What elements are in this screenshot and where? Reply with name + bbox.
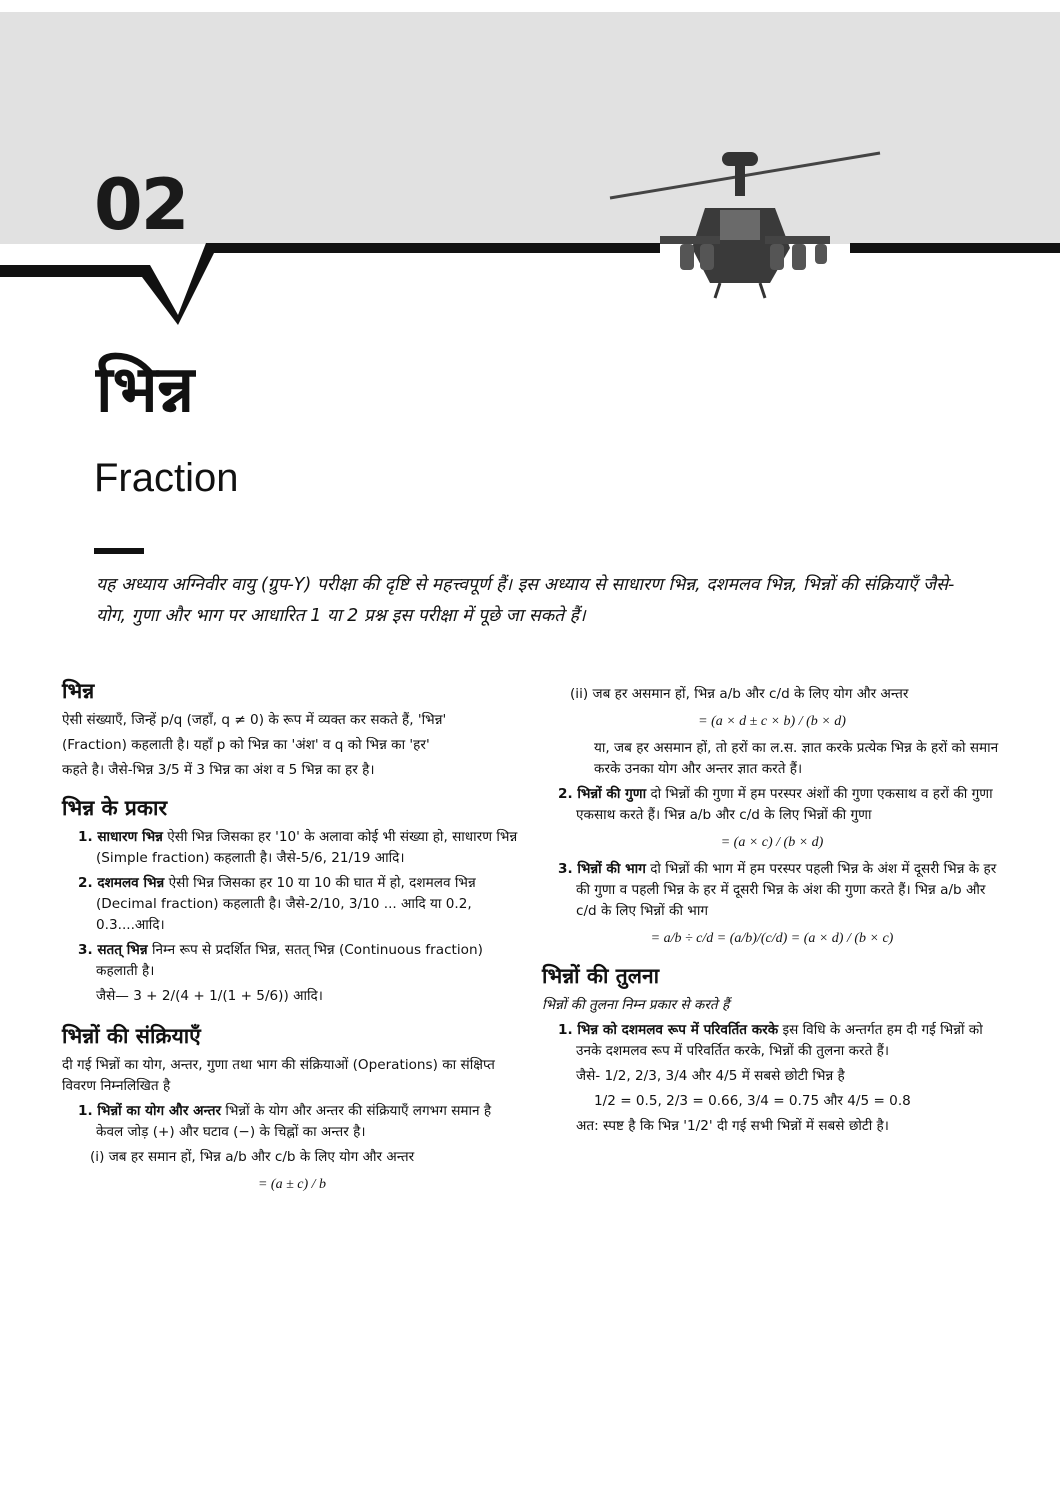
formula-multiplication: = (a × c) / (b × d): [720, 835, 824, 850]
operation-division: [558, 859, 1002, 922]
comparison-intro: भिन्नों की तुलना निम्न प्रकार से करते हैं: [542, 997, 730, 1013]
type-text: ऐसी भिन्न जिसका हर 10 या 10 की घात में हो, दशमलव भिन्न (Decimal fraction) कहलाती है। जैसे-2/10, 3/10 ... आदि या 0.2, 0.3....आदि।: [96, 875, 476, 933]
left-column: [62, 676, 522, 1201]
type-simple-fraction: [78, 827, 522, 869]
chapter-number: 02: [94, 164, 188, 246]
operations-intro: दी गई भिन्नों का योग, अन्तर, गुणा तथा भाग की संक्रियाओं (Operations) का संक्षिप्त विवरण निम्नलिखित है: [62, 1057, 495, 1094]
title-divider: [94, 548, 144, 554]
operation-text: दो भिन्नों की भाग में हम परस्पर पहली भिन्न के अंश में दूसरी भिन्न के हर की गुणा व पहली भिन्न के हर में दूसरी भिन्न के अंश की गुणा करते हैं। भिन्न a/b और c/d के लिए भिन्नों की भाग: [576, 861, 997, 919]
definition-line-1: ऐसी संख्याएँ, जिन्हें p/q (जहाँ, q ≠ 0) के रूप में व्यक्त कर सकते हैं, 'भिन्न': [62, 712, 447, 728]
formula-division: = a/b ÷ c/d = (a/b)/(c/d) = (a × d) / (b × c): [650, 931, 894, 946]
type-label: 2. दशमलव भिन्न: [78, 875, 165, 891]
type-continuous-fraction: [78, 940, 522, 982]
method-label: 1. भिन्न को दशमलव रूप में परिवर्तित करके: [558, 1022, 779, 1038]
section-heading-comparison: भिन्नों की तुलना: [542, 964, 660, 988]
continuous-fraction-example: जैसे— 3 + 2/(4 + 1/(1 + 5/6)) आदि।: [96, 988, 323, 1004]
section-heading-types: भिन्न के प्रकार: [62, 796, 168, 820]
type-label: 3. सतत् भिन्न: [78, 942, 148, 958]
operation-unequal-denominator: (ii) जब हर असमान हों, भिन्न a/b और c/d के लिए योग और अन्तर: [570, 686, 909, 702]
chapter-title-english: Fraction: [94, 456, 239, 500]
chapter-title-hindi: भिन्न: [96, 353, 195, 427]
operation-text: दो भिन्नों की गुणा में हम परस्पर अंशों की गुणा एकसाथ व हरों की गुणा एकसाथ करते हैं। भिन्न a/b और c/d के लिए भिन्नों की गुणा: [576, 786, 993, 823]
right-column: [542, 684, 1002, 1137]
operation-add-subtract: [78, 1101, 522, 1143]
definition-line-3: कहते है। जैसे-भिन्न 3/5 में 3 भिन्न का अंश व 5 भिन्न का हर है।: [62, 762, 375, 778]
comparison-example: जैसे- 1/2, 2/3, 3/4 और 4/5 में सबसे छोटी भिन्न है: [576, 1068, 845, 1084]
operation-text: भिन्नों के योग और अन्तर की संक्रियाएँ लगभग समान है केवल जोड़ (+) और घटाव (−) के चिह्नों का अन्तर है।: [96, 1103, 492, 1140]
section-heading-operations: भिन्नों की संक्रियाएँ: [62, 1024, 201, 1048]
method-text: इस विधि के अन्तर्गत हम दी गई भिन्नों को उनके दशमलव रूप में परिवर्तित करके, भिन्नों की तुलना करते हैं।: [576, 1022, 983, 1059]
type-decimal-fraction: [78, 873, 522, 936]
operation-label: 1. भिन्नों का योग और अन्तर: [78, 1103, 221, 1119]
helicopter-image: [600, 148, 890, 308]
section-heading-bhinn: भिन्न: [62, 679, 95, 703]
definition-line-2: (Fraction) कहलाती है। यहाँ p को भिन्न का 'अंश' व q को भिन्न का 'हर': [62, 737, 430, 753]
formula-same-denominator: = (a ± c) / b: [257, 1177, 327, 1192]
formula-unequal-denominator: = (a × d ± c × b) / (b × d): [698, 714, 846, 729]
operation-label: 3. भिन्नों की भाग: [558, 861, 646, 877]
lcm-note: या, जब हर असमान हों, तो हरों का ल.स. ज्ञात करके प्रत्येक भिन्न के हरों को समान करके उनका योग और अन्तर ज्ञात करते हैं।: [594, 740, 999, 777]
operation-same-denominator: (i) जब हर समान हों, भिन्न a/b और c/b के लिए योग और अन्तर: [90, 1149, 415, 1165]
comparison-conclusion: अत: स्पष्ट है कि भिन्न '1/2' दी गई सभी भिन्नों में सबसे छोटी है।: [576, 1118, 889, 1134]
operation-multiplication: [558, 784, 1002, 826]
chapter-intro: यह अध्याय अग्निवीर वायु (ग्रुप-Y) परीक्षा की दृष्टि से महत्त्वपूर्ण हैं। इस अध्याय से साधारण भिन्न, दशमलव भिन्न, भिन्नों की संक्रियाएँ जैसे-योग, गुणा और भाग पर आधारित 1 या 2 प्रश्न इस परीक्षा में पूछे जा सकते हैं।: [96, 575, 955, 626]
header-band-arrow: [0, 235, 1060, 325]
operation-label: 2. भिन्नों की गुणा: [558, 786, 647, 802]
comparison-values: 1/2 = 0.5, 2/3 = 0.66, 3/4 = 0.75 और 4/5 = 0.8: [594, 1093, 911, 1109]
type-text: ऐसी भिन्न जिसका हर '10' के अलावा कोई भी संख्या हो, साधारण भिन्न (Simple fraction) कहलाती है। जैसे-5/6, 21/19 आदि।: [96, 829, 518, 866]
comparison-decimal-method: [558, 1020, 1002, 1062]
type-label: 1. साधारण भिन्न: [78, 829, 163, 845]
type-text: निम्न रूप से प्रदर्शित भिन्न, सतत् भिन्न (Continuous fraction) कहलाती है।: [96, 942, 483, 979]
